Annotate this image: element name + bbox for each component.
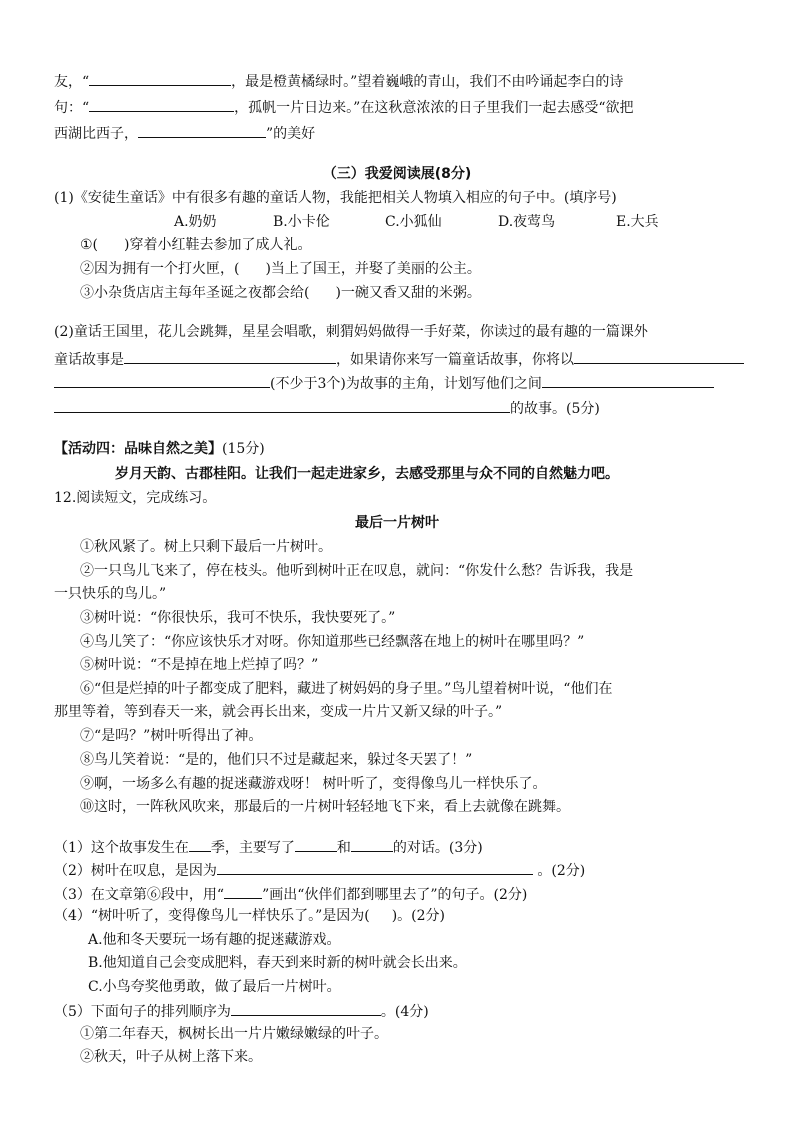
answer-blank[interactable] xyxy=(89,70,231,86)
answer-blank[interactable] xyxy=(542,372,714,388)
option-b: B.小卡伦 xyxy=(273,214,330,230)
sentence-1: ①第二年春天，枫树长出一片片嫩绿嫩绿的叶子。 xyxy=(80,1026,388,1042)
option-a: A.奶奶 xyxy=(174,214,217,230)
question-4: （4）“树叶听了，变得像鸟儿一样快乐了。”是因为( )。(2分) xyxy=(54,908,445,924)
fill-item-3: ③小杂货店店主每年圣诞之夜都会给( )一碗又香又甜的米粥。 xyxy=(80,285,481,301)
answer-blank[interactable] xyxy=(54,397,510,413)
answer-blank[interactable] xyxy=(351,836,393,852)
passage-paragraph-cont: 一只快乐的鸟儿。” xyxy=(54,586,167,602)
question-1: （1）这个故事发生在 季，主要写了 和 的对话。(3分) xyxy=(54,836,483,858)
activity-heading: 【活动四：品味自然之美】(15分) xyxy=(54,441,265,457)
answer-blank[interactable] xyxy=(295,836,337,852)
fill-item-1: ①( )穿着小红鞋去参加了成人礼。 xyxy=(80,237,312,253)
section-heading: （三）我爱阅读展(8分) xyxy=(322,166,472,182)
passage-paragraph: ⑨啊，一场多么有趣的捉迷藏游戏呀！ 树叶听了，变得像鸟儿一样快乐了。 xyxy=(80,776,547,792)
activity-intro: 岁月天韵、古郡桂阳。让我们一起走进家乡，去感受那里与众不同的自然魅力吧。 xyxy=(115,466,619,482)
answer-blank[interactable] xyxy=(54,372,270,388)
choice-a: A.他和冬天要玩一场有趣的捉迷藏游戏。 xyxy=(88,932,341,948)
option-c: C.小狐仙 xyxy=(385,214,442,230)
answer-blank[interactable] xyxy=(224,883,262,899)
passage-paragraph: ⑤树叶说：“不是掉在地上烂掉了吗？” xyxy=(80,657,319,673)
passage-paragraph: ⑥“但是烂掉的叶子都变成了肥料，藏进了树妈妈的身子里。”鸟儿望着树叶说，“他们在 xyxy=(80,681,613,697)
question-text: 12.阅读短文，完成练习。 xyxy=(54,490,217,506)
option-e: E.大兵 xyxy=(616,214,659,230)
question-text-line: 的故事。(5分) xyxy=(54,397,600,419)
answer-blank[interactable] xyxy=(138,122,266,138)
choice-c: C.小鸟夸奖他勇敢，做了最后一片树叶。 xyxy=(88,979,341,995)
poem-line-3: 西湖比西子， ”的美好 xyxy=(54,122,315,144)
question-text: (2)童话王国里，花儿会跳舞，星星会唱歌，刺猬妈妈做得一手好菜，你读过的最有趣的一篇课外 xyxy=(54,324,648,340)
fill-item-2: ②因为拥有一个打火匣，( )当上了国王，并娶了美丽的公主。 xyxy=(80,261,481,277)
answer-blank[interactable] xyxy=(231,1000,381,1016)
question-2: （2）树叶在叹息，是因为 。(2分) xyxy=(54,859,585,881)
answer-blank[interactable] xyxy=(189,836,211,852)
answer-blank[interactable] xyxy=(217,859,533,875)
question-3: （3）在文章第⑥段中，用“ ”画出“伙伴们都到哪里去了”的句子。(2分) xyxy=(54,883,527,905)
passage-paragraph: ③树叶说：“你很快乐，我可不快乐，我快要死了。” xyxy=(80,610,396,626)
question-5: （5）下面句子的排列顺序为 。(4分) xyxy=(54,1000,429,1022)
question-text-line: 童话故事是 ，如果请你来写一篇童话故事，你将以 xyxy=(54,348,744,370)
question-text: (1)《安徒生童话》中有很多有趣的童话人物，我能把相关人物填入相应的句子中。(填序号) xyxy=(54,190,617,206)
poem-line-1: 友，“ ，最是橙黄橘绿时。”望着巍峨的青山，我们不由吟诵起李白的诗 xyxy=(54,70,623,92)
passage-paragraph: ①秋风紧了。树上只剩下最后一片树叶。 xyxy=(80,539,332,555)
passage-paragraph: ②一只鸟儿飞来了，停在枝头。他听到树叶正在叹息，就问：“你发什么愁？告诉我，我是 xyxy=(80,563,634,579)
passage-paragraph-cont: 那里等着，等到春天一来，就会再长出来，变成一片片又新又绿的叶子。” xyxy=(54,704,503,720)
option-d: D.夜莺鸟 xyxy=(498,214,556,230)
answer-blank[interactable] xyxy=(574,348,744,364)
sentence-2: ②秋天，叶子从树上落下来。 xyxy=(80,1049,262,1065)
passage-paragraph: ⑦“是吗？”树叶听得出了神。 xyxy=(80,728,263,744)
answer-blank[interactable] xyxy=(124,348,336,364)
passage-paragraph: ④鸟儿笑了：“你应该快乐才对呀。你知道那些已经飘落在地上的树叶在哪里吗？” xyxy=(80,634,585,650)
answer-blank[interactable] xyxy=(89,96,234,112)
passage-paragraph: ⑩这时，一阵秋风吹来，那最后的一片树叶轻轻地飞下来，看上去就像在跳舞。 xyxy=(80,799,570,815)
passage-title: 最后一片树叶 xyxy=(355,515,439,531)
passage-paragraph: ⑧鸟儿笑着说：“是的，他们只不过是藏起来，躲过冬天罢了！” xyxy=(80,752,473,768)
choice-b: B.他知道自己会变成肥料，春天到来时新的树叶就会长出来。 xyxy=(88,955,467,971)
question-text-line: (不少于3个)为故事的主角，计划写他们之间 xyxy=(54,372,714,394)
poem-line-2: 句：“ ，孤帆一片日边来。”在这秋意浓浓的日子里我们一起去感受“欲把 xyxy=(54,96,634,118)
